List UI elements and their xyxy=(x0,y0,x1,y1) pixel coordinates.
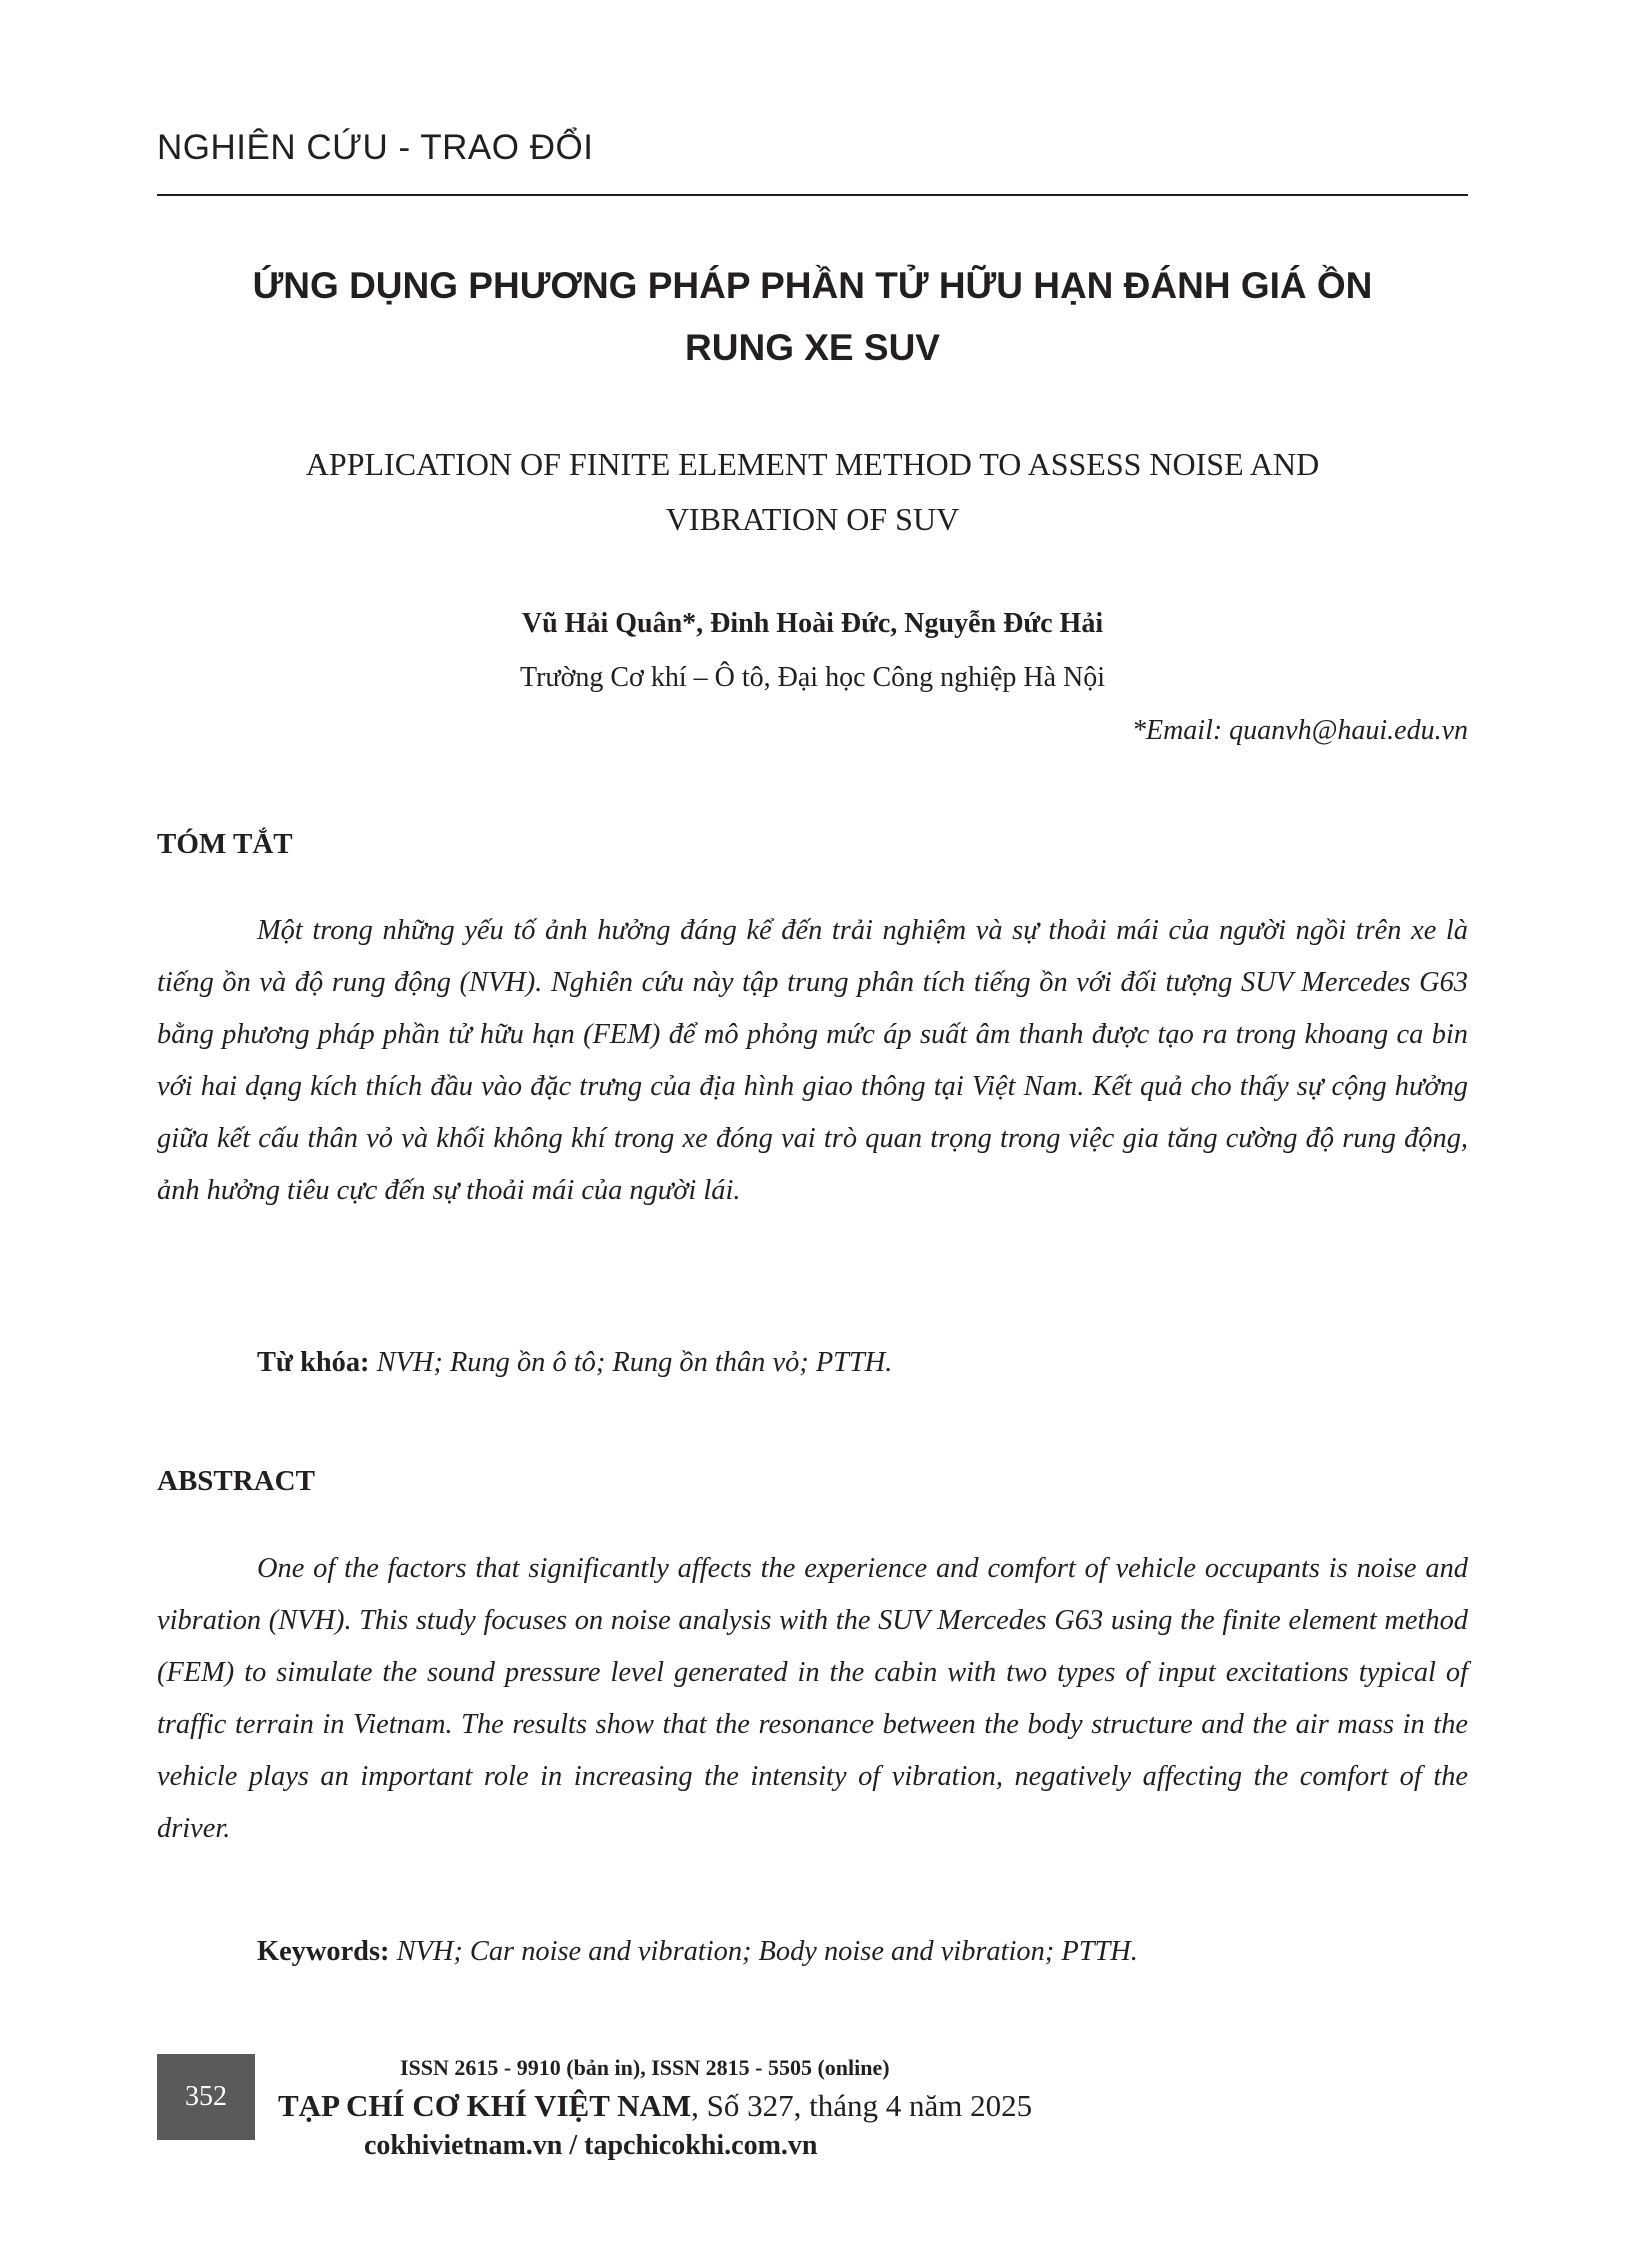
header-divider xyxy=(157,194,1468,196)
footer-journal-issue: , Số 327, tháng 4 năm 2025 xyxy=(691,2088,1033,2123)
title-english-line-2: VIBRATION OF SUV xyxy=(665,501,960,537)
footer-journal xyxy=(278,2088,1032,2124)
abstract-heading: ABSTRACT xyxy=(157,1465,315,1497)
abstract-keywords xyxy=(257,1936,1138,1968)
summary-keywords xyxy=(257,1347,892,1379)
summary-keywords-values: NVH; Rung ồn ô tô; Rung ồn thân vỏ; PTTH. xyxy=(376,1347,893,1378)
footer-website: cokhivietnam.vn / tapchicokhi.com.vn xyxy=(364,2130,818,2161)
footer-issn: ISSN 2615 - 9910 (bản in), ISSN 2815 - 5505 (online) xyxy=(400,2055,890,2080)
abstract-keywords-values: NVH; Car noise and vibration; Body noise and vibration; PTTH. xyxy=(396,1936,1138,1967)
authors: Vũ Hải Quân*, Đinh Hoài Đức, Nguyễn Đức Hải xyxy=(521,608,1104,639)
abstract-body: One of the factors that significantly affects the experience and comfort of vehicle occupants is noise and vibration (NVH). This study focuses on noise analysis with the SUV Mercedes G63 using the finite element method (FEM) to simulate the sound pressure level generated in the cabin with two types of input excitations typical of traffic terrain in Vietnam. The results show that the resonance between the body structure and the air mass in the vehicle plays an important role in increasing the intensity of vibration, negatively affecting the comfort of the driver. xyxy=(157,1553,1468,1844)
summary-keywords-label: Từ khóa: xyxy=(257,1347,370,1378)
title-english-line-1: APPLICATION OF FINITE ELEMENT METHOD TO ASSESS NOISE AND xyxy=(305,446,1320,482)
summary-body: Một trong những yếu tố ảnh hưởng đáng kể đến trải nghiệm và sự thoải mái của người ngồi trên xe là tiếng ồn và độ rung động (NVH). Nghiên cứu này tập trung phân tích tiếng ồn với đối tượng SUV Mercedes G63 bằng phương pháp phần tử hữu hạn (FEM) để mô phỏng mức áp suất âm thanh được tạo ra trong khoang ca bin với hai dạng kích thích đầu vào đặc trưng của địa hình giao thông tại Việt Nam. Kết quả cho thấy sự cộng hưởng giữa kết cấu thân vỏ và khối không khí trong xe đóng vai trò quan trọng trong việc gia tăng cường độ rung động, ảnh hưởng tiêu cực đến sự thoải mái của người lái. xyxy=(157,915,1468,1206)
title-vietnamese xyxy=(157,255,1468,379)
title-english xyxy=(157,437,1468,547)
page-number: 352 xyxy=(157,2054,255,2140)
corresponding-email: *Email: quanvh@haui.edu.vn xyxy=(1131,715,1468,746)
footer-journal-name: TẠP CHÍ CƠ KHÍ VIỆT NAM xyxy=(278,2088,692,2123)
affiliation: Trường Cơ khí – Ô tô, Đại học Công nghiệp Hà Nội xyxy=(519,662,1106,693)
summary-heading: TÓM TẮT xyxy=(157,828,293,860)
abstract-keywords-label: Keywords: xyxy=(257,1936,390,1967)
title-vietnamese-line-1: ỨNG DỤNG PHƯƠNG PHÁP PHẦN TỬ HỮU HẠN ĐÁNH GIÁ ỒN xyxy=(252,265,1373,306)
section-header: NGHIÊN CỨU - TRAO ĐỔI xyxy=(157,128,594,167)
title-vietnamese-line-2: RUNG XE SUV xyxy=(685,327,940,368)
